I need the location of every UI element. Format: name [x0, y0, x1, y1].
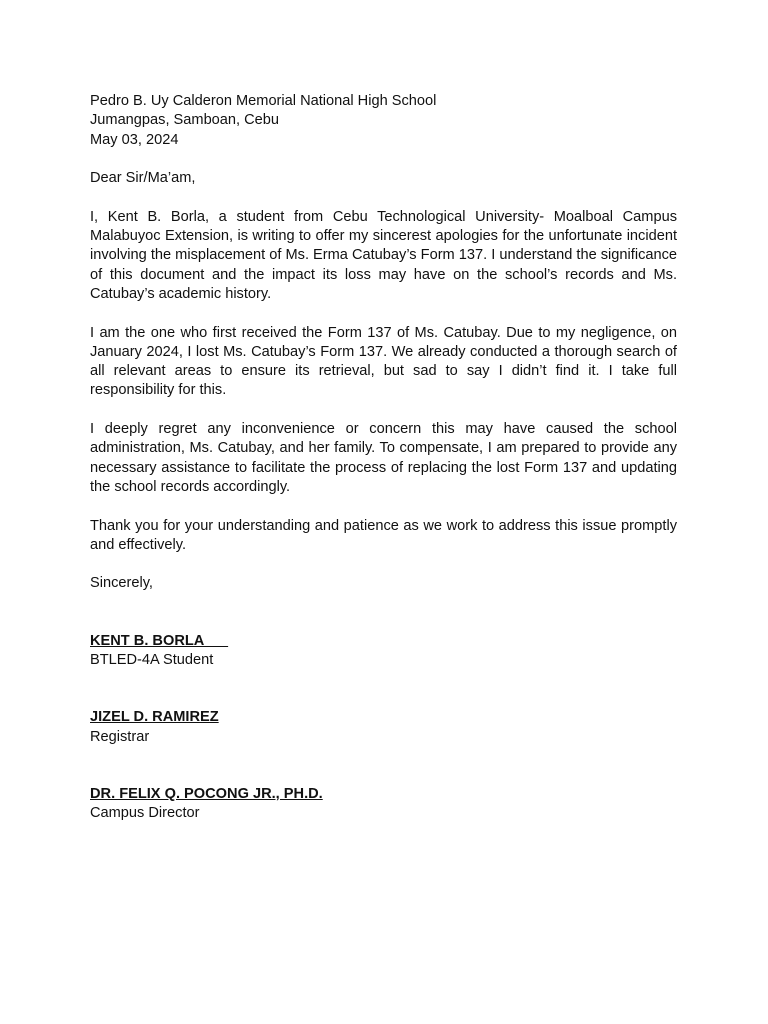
- signatory-director: [90, 785, 677, 824]
- letter-body: [90, 92, 677, 824]
- signatory-name: DR. FELIX Q. POCONG JR., PH.D.: [90, 785, 323, 802]
- paragraph-incident: I am the one who first received the Form 137 of Ms. Catubay. Due to my negligence, on January 2024, I lost Ms. Catubay’s Form 137. We already conducted a thorough search of all relevant areas to ensure its retrieval, but sad to say I didn’t find it. I take full responsibility for this.: [90, 324, 677, 399]
- paragraph-regret: I deeply regret any inconvenience or concern this may have caused the school administration, Ms. Catubay, and her family. To compensate, I am prepared to provide any necessary assistance to facilitate the process of replacing the lost Form 137 and updating the school records accordingly.: [90, 421, 677, 495]
- signatory-title: BTLED-4A Student: [90, 652, 214, 669]
- paragraph-apology: I, Kent B. Borla, a student from Cebu Technological University- Moalboal Campus Malabuyoc Extension, is writing to offer my sincerest apologies for the unfortunate incident involving the misplacement of Ms. Erma Catubay’s Form 137. I understand the significance of this document and the impact its loss may have on the school’s records and Ms. Catubay’s academic history.: [90, 208, 678, 302]
- signatory-title: Registrar: [90, 728, 150, 745]
- school-address: Jumangpas, Samboan, Cebu: [90, 112, 280, 129]
- paragraph-thanks: Thank you for your understanding and patience as we work to address this issue promptly and effectively.: [90, 517, 677, 553]
- signatory-registrar: [90, 708, 677, 747]
- salutation: Dear Sir/Ma’am,: [90, 170, 196, 187]
- signatory-student: [90, 632, 677, 671]
- signatory-title: Campus Director: [90, 805, 200, 822]
- letter-date: May 03, 2024: [90, 131, 179, 148]
- school-name: Pedro B. Uy Calderon Memorial National High School: [90, 93, 437, 109]
- closing: Sincerely,: [90, 575, 153, 592]
- signatory-name: JIZEL D. RAMIREZ: [90, 709, 219, 726]
- signatory-name: KENT B. BORLA: [90, 632, 229, 649]
